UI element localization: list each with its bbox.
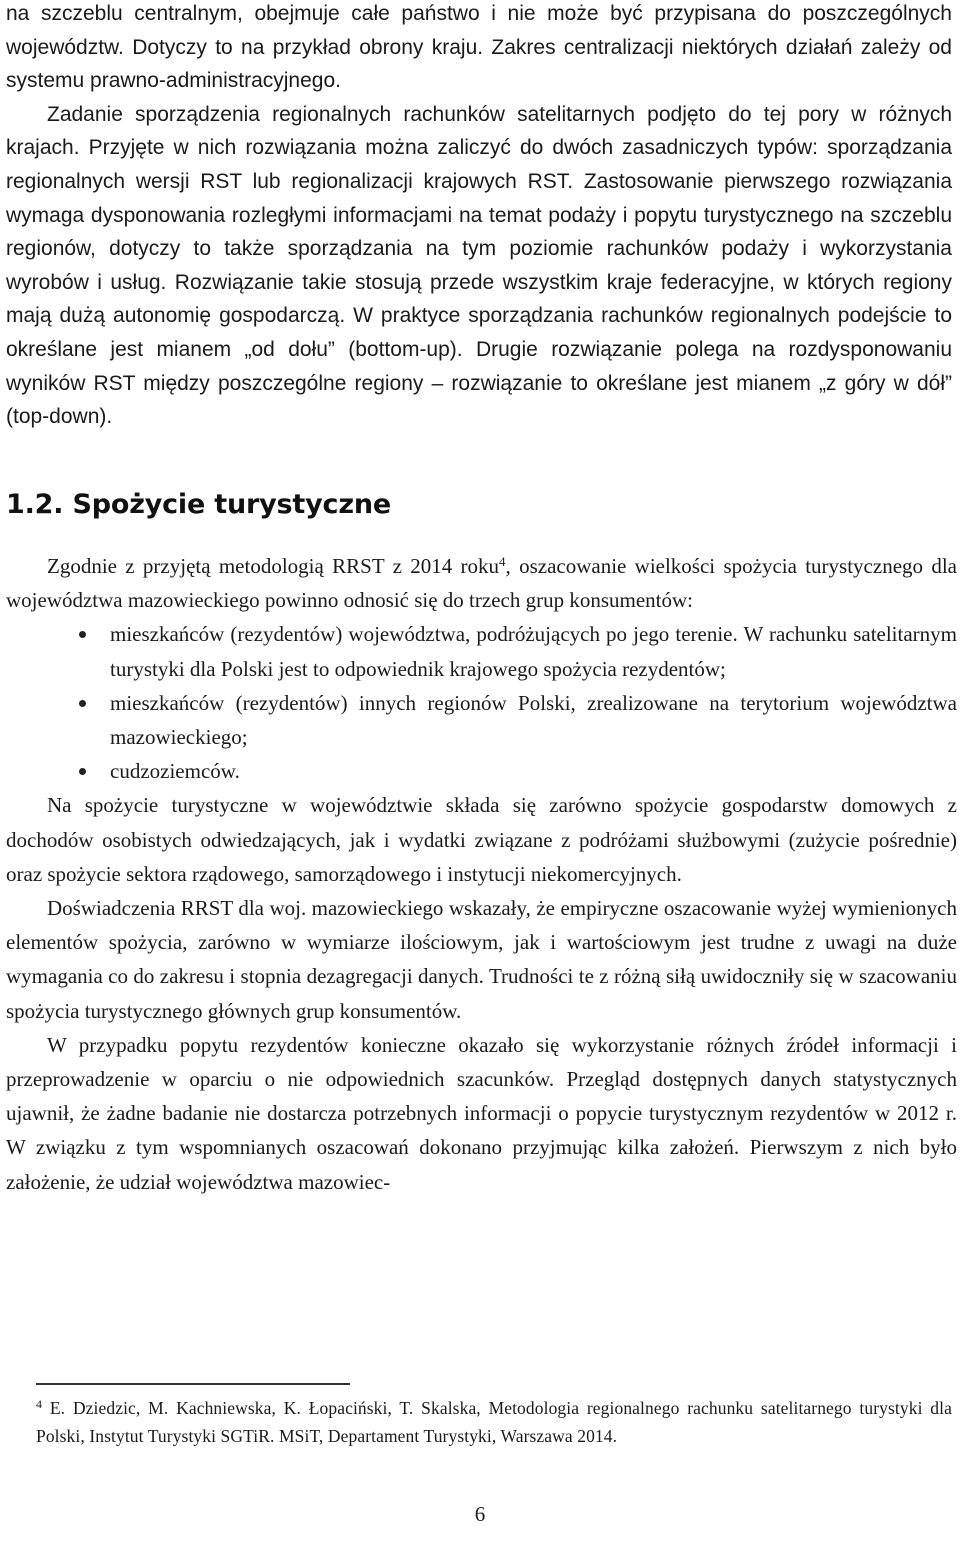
paragraph-resident-demand: W przypadku popytu rezydentów konieczne okazało się wykorzystanie różnych źródeł informacji i przeprowadzenie w oparciu o nie odpowiednich szacunków. Przegląd dostępnych danych statystycznych ujawnił, że żadne badanie nie dostarcza potrzebnych informacji o popycie turystycznym rezydentów w 2012 r. W związku z tym wspomnianych oszacowań dokonano przyjmując kilka założeń. Pierwszym z nich było założenie, że udział województwa mazowiec- [6, 1032, 957, 1194]
list-item [6, 754, 957, 788]
paragraph-rrst-experience: Doświadczenia RRST dla woj. mazowieckiego wskazały, że empiryczne oszacowanie wyżej wymienionych elementów spożycia, zarówno w wymiarze ilościowym, jak i wartościowym jest trudne z uwagi na duże wymagania co do zakresu i stopnia dezagregacji danych. Trudności te z różną siłą uwidoczniły się w szacowaniu spożycia turystycznego głównych grup konsumentów. [6, 896, 957, 1023]
list-item [6, 617, 957, 685]
footnote-number: 4 [36, 1397, 43, 1411]
section-heading: 1.2. Spożycie turystyczne [6, 489, 391, 520]
paragraph-continuation: na szczeblu centralnym, obejmuje całe państwo i nie może być przypisana do poszczególnych województw. Dotyczy to na przykład obrony kraju. Zakres centralizacji niektórych działań zależy od systemu prawno-administracyjnego. [6, 2, 952, 93]
bullet-icon [79, 700, 86, 707]
bullet-icon [79, 768, 86, 775]
section-body [6, 549, 957, 1199]
footnote-text: E. Dziedzic, M. Kachniewska, K. Łopaciński, T. Skalska, Metodologia regionalnego rachunku satelitarnego turystyki dla Polski, Instytut Turystyki SGTiR. MSiT, Departament Turystyki, Warszawa 2014. [36, 1398, 952, 1446]
page-number: 6 [474, 1502, 486, 1526]
consumer-groups-list [6, 617, 957, 788]
intro-text-start: Zgodnie z przyjętą metodologią RRST z 2014 roku [47, 554, 500, 578]
bullet-icon [79, 631, 86, 638]
footnote-divider [36, 1383, 350, 1385]
continued-text-block [6, 0, 952, 434]
paragraph-regional-accounts: Zadanie sporządzenia regionalnych rachunków satelitarnych podjęto do tej pory w różnych krajach. Przyjęte w nich rozwiązania można zaliczyć do dwóch zasadniczych typów: sporządzania regionalnych wersji RST lub regionalizacji krajowych RST. Zastosowanie pierwszego rozwiązania wymaga dysponowania rozległymi informacjami na temat podaży i popytu turystycznego na szczeblu regionów, dotyczy to także sporządzania na tym poziomie rachunków podaży i wykorzystania wyrobów i usług. Rozwiązanie takie stosują przede wszystkim kraje federacyjne, w których regiony mają dużą autonomię gospodarczą. W praktyce sporządzania rachunków regionalnych podejście to określane jest mianem „od dołu” (bottom-up). Drugie rozwiązanie polega na rozdysponowaniu wyników RST między poszczególne regiony – rozwiązanie to określane jest mianem „z góry w dół” (top-down). [6, 102, 952, 429]
paragraph-consumption-components: Na spożycie turystyczne w województwie składa się zarówno spożycie gospodarstw domowych z dochodów osobistych odwiedzających, jak i wydatki związane z podróżami służbowymi (zużycie pośrednie) oraz spożycie sektora rządowego, samorządowego i instytucji niekomercyjnych. [6, 793, 957, 886]
footnote-paragraph [36, 1394, 952, 1450]
list-item [6, 686, 957, 754]
intro-paragraph [6, 549, 957, 617]
footnote [36, 1394, 952, 1450]
list-item-text: cudzoziemców. [110, 759, 240, 784]
list-item-text: mieszkańców (rezydentów) województwa, podróżujących po jego terenie. W rachunku satelitarnym turystyki dla Polski jest to odpowiednik krajowego spożycia rezydentów; [110, 622, 957, 681]
list-item-text: mieszkańców (rezydentów) innych regionów Polski, zrealizowane na terytorium województwa mazowieckiego; [110, 690, 957, 750]
footnote-reference: 4 [499, 554, 506, 569]
intro-text-end: , oszacowanie wielkości spożycia turystycznego dla województwa mazowieckiego powinno odnosić się do trzech grup konsumentów: [6, 554, 957, 613]
